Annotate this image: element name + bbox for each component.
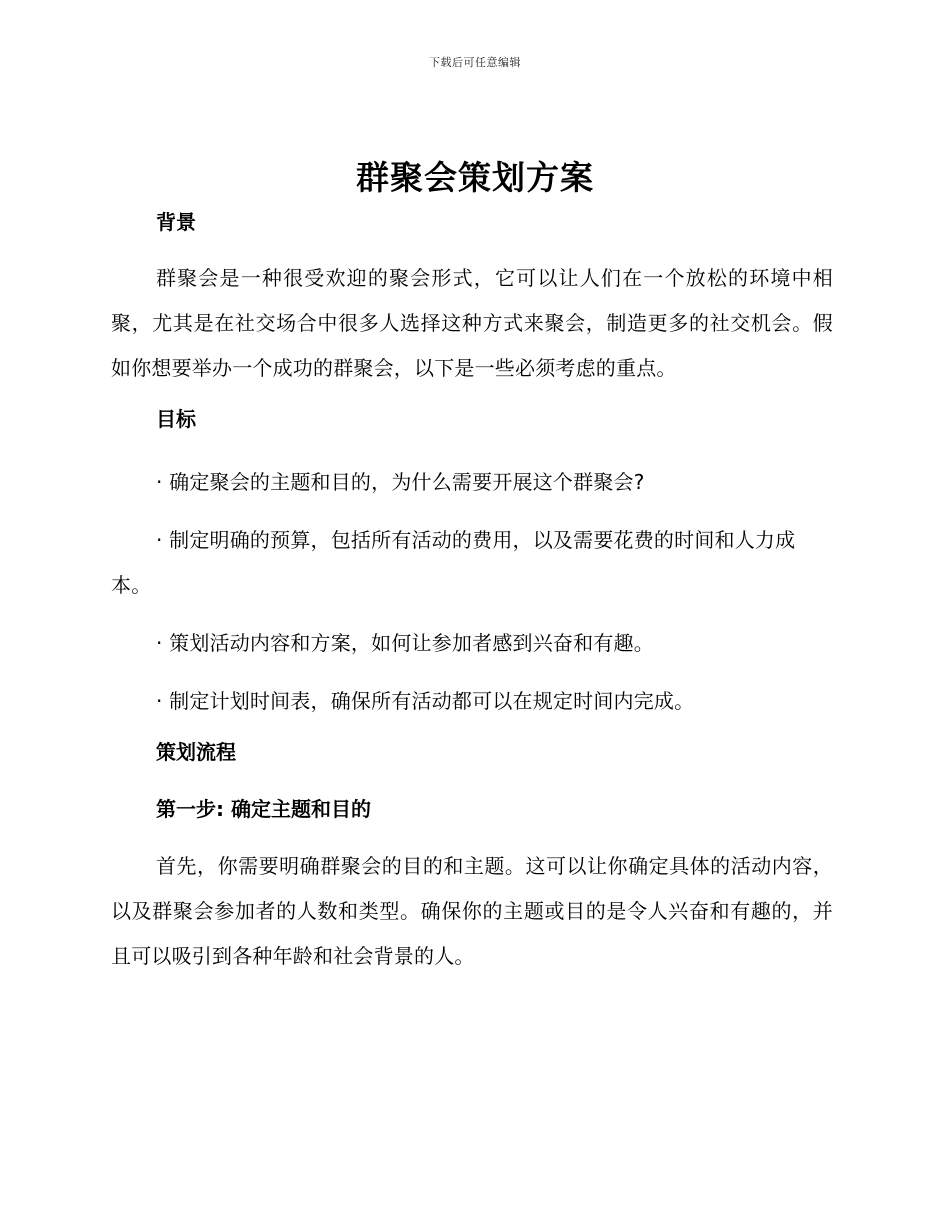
goal-item-4: · 制定计划时间表，确保所有活动都可以在规定时间内完成。 <box>156 689 695 713</box>
goal-item-2: · 制定明确的预算，包括所有活动的费用，以及需要花费的时间和人力成本。 <box>111 528 796 597</box>
step1-paragraph: 首先，你需要明确群聚会的目的和主题。这可以让你确定具体的活动内容，以及群聚会参加者的人数和类型。确保你的主题或目的是令人兴奋和有趣的，并且可以吸引到各种年龄和社会背景的人。 <box>111 854 833 968</box>
document-body <box>111 206 833 979</box>
section-heading-background: 背景 <box>156 210 196 234</box>
goal-item-3: · 策划活动内容和方案，如何让参加者感到兴奋和有趣。 <box>156 631 654 655</box>
background-paragraph: 群聚会是一种很受欢迎的聚会形式，它可以让人们在一个放松的环境中相聚，尤其是在社交场合中很多人选择这种方式来聚会，制造更多的社交机会。假如你想要举办一个成功的群聚会，以下是一些必须考虑的重点。 <box>111 266 833 380</box>
document-title: 群聚会策划方案 <box>356 158 594 197</box>
goal-item-1: · 确定聚会的主题和目的，为什么需要开展这个群聚会? <box>156 470 645 494</box>
header-note: 下载后可任意编辑 <box>429 56 521 69</box>
section-heading-process: 策划流程 <box>156 740 236 764</box>
section-heading-goals: 目标 <box>156 407 196 431</box>
step1-heading: 第一步: 确定主题和目的 <box>156 797 371 821</box>
